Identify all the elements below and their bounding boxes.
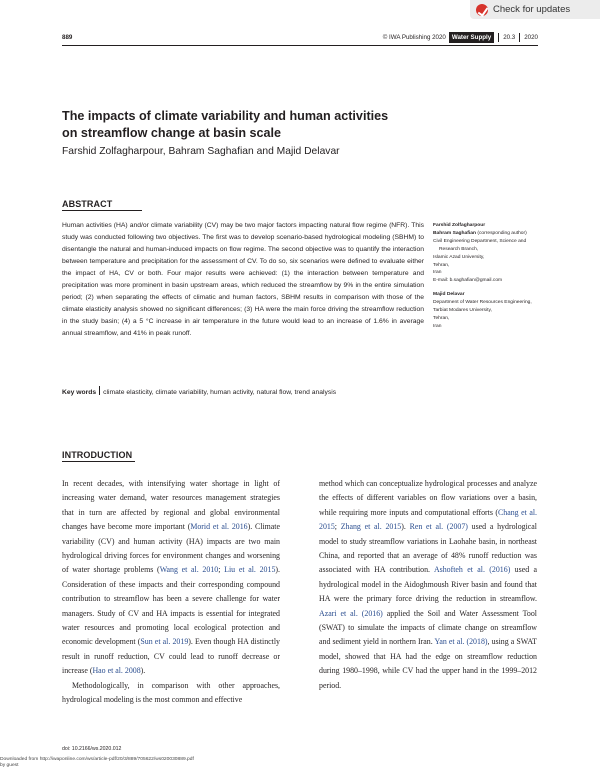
affiliation-email: E-mail: b.saghafian@gmail.com — [433, 278, 503, 284]
paragraph — [62, 477, 280, 679]
title-line-1: The impacts of climate variability and human activities — [62, 109, 389, 123]
copyright-text: © IWA Publishing 2020 — [382, 34, 446, 41]
text-run: ). — [140, 666, 146, 676]
download-line: Downloaded from http://iwaponline.com/ws/article-pdf/20/3/889/705622/ws020030889.pdf — [0, 757, 194, 762]
citation-link[interactable]: Liu et al. 2015 — [224, 565, 276, 575]
keywords — [62, 386, 424, 396]
citation-link[interactable]: Ashofteh et al. (2016) — [433, 565, 511, 575]
download-notice — [0, 757, 194, 769]
article-title — [62, 108, 492, 142]
affiliation-author-2: Bahram Saghafian — [433, 230, 476, 236]
text-run: used a hydrological model to study streamflow variations in Laohahe basin, in northeast China, and reported that an average of 48% runoff reduction was associated with HA contribution. — [319, 522, 537, 575]
author-list: Farshid Zolfagharpour, Bahram Saghafian and Majid Delavar — [62, 146, 340, 157]
affiliation-line: Iran — [433, 270, 442, 276]
body-column-right — [319, 477, 537, 693]
corresponding-note: (corresponding author) — [477, 230, 527, 236]
header-rule — [62, 45, 538, 46]
introduction-heading: INTRODUCTION — [62, 450, 133, 460]
introduction-heading-rule — [62, 461, 135, 462]
text-run: ). Even though HA distinctly result in runoff reduction, CV could lead to runoff decrease or increase ( — [62, 637, 280, 676]
affiliation-line: Tehran, — [433, 315, 450, 321]
text-run: method which can conceptualize hydrological processes and analyze the effects of different variables on flow variations over a basin, while requiring more inputs and computational efforts ( — [319, 479, 537, 517]
text-run: , using a SWAT model, showed that HA had the edge on streamflow reduction during 1980–1998, while CV had the upper hand in the 1999–2012 period. — [319, 637, 537, 690]
affiliation-author-2-line — [433, 230, 553, 238]
citation-link[interactable]: Yan et al. (2018) — [434, 637, 488, 647]
header-separator — [519, 33, 520, 42]
journal-volume: 20.3 — [503, 34, 516, 41]
text-run: ). Consideration of these impacts and their corresponding compound contribution to streamflow has been a severe challenge for water managers. Study of CV and HA impacts is essential for integrated water resources and promoting local ecological protection and economic development ( — [62, 565, 281, 647]
running-header — [62, 32, 538, 44]
keywords-separator — [99, 386, 100, 395]
text-run: ; — [334, 522, 341, 532]
text-run: ). — [401, 522, 410, 532]
citation-link[interactable]: Azari et al. (2016) — [319, 608, 383, 618]
check-updates-icon — [476, 4, 488, 16]
affiliation-line: Islamic Azad University, — [433, 254, 485, 260]
text-run: In recent decades, with intensifying water shortage in light of increasing water demand, water resources management strategies that in turn are affected by regional and global environmental changes have become more important ( — [62, 479, 280, 532]
affiliation-line: Iran — [433, 323, 442, 329]
affiliations — [433, 222, 553, 331]
doi: doi: 10.2166/ws.2020.012 — [62, 746, 122, 752]
text-run: Methodologically, in comparison with other approaches, hydrological modeling is the most common and effective — [62, 680, 280, 705]
citation-link[interactable]: Hao et al. 2008 — [92, 666, 141, 676]
citation-link[interactable]: Morid et al. 2016 — [190, 522, 248, 532]
affiliation-line: Research Branch, — [439, 246, 479, 252]
affiliation-author-1: Farshid Zolfagharpour — [433, 223, 486, 228]
page-number: 889 — [62, 34, 73, 41]
citation-link[interactable]: Ren et al. (2007) — [409, 522, 468, 532]
citation-link[interactable]: Chang et al. 2015 — [319, 507, 537, 532]
text-run: applied the Soil and Water Assessment Tool (SWAT) to simulate the impacts of climate change on streamflow and sediment yield in northern Iran. — [319, 608, 537, 647]
paragraph — [319, 477, 537, 693]
affiliation-line: Tarbiat Modares University, — [433, 308, 492, 314]
keywords-label: Key words — [62, 389, 97, 396]
check-for-updates-label: Check for updates — [493, 4, 571, 15]
body-column-left — [62, 477, 280, 708]
text-run: ; — [218, 565, 225, 575]
download-line: by guest — [0, 763, 19, 768]
affiliation-author-3: Majid Delavar — [433, 292, 465, 298]
journal-info — [383, 32, 538, 43]
affiliation-line: Tehran, — [433, 262, 450, 268]
text-run: ). Climate variability (CV) and human activity (HA) impacts are two main hydrological driving forces for environment changes and worsening of water shortage problems ( — [62, 522, 280, 575]
citation-link[interactable]: Zhang et al. 2015 — [340, 522, 402, 532]
paragraph — [62, 679, 280, 708]
affiliation-line: Department of Water Resources Engineering, — [433, 300, 532, 306]
abstract-heading-rule — [62, 210, 142, 211]
keywords-list: climate elasticity, climate variability, human activity, natural flow, trend analysis — [103, 389, 337, 396]
check-for-updates-badge[interactable] — [470, 0, 600, 19]
journal-name: Water Supply — [449, 32, 494, 43]
citation-link[interactable]: Wang et al. 2010 — [159, 565, 219, 575]
citation-link[interactable]: Sun et al. 2019 — [140, 637, 189, 647]
text-run: used a hydrological model in the Aidoghmoush River basin and found that HA were the primary force driving the reduction in streamflow. — [319, 565, 537, 604]
title-line-2: on streamflow change at basin scale — [62, 126, 282, 140]
affiliation-line: Civil Engineering Department, Science and — [433, 238, 527, 244]
abstract-heading: ABSTRACT — [62, 199, 113, 209]
abstract-text: Human activities (HA) and/or climate variability (CV) may be two major factors impacting natural flow regime (NFR). This study was conducted following two objectives. The first was to develop scenario-based hydrological modeling (SBHM) to disentangle the natural and human-induced impacts on flow regime. The second objective was to quantify the interaction between temperature and precipitation for the assessment of CV. To do so, six scenarios were defined to evaluate either the impact of HA, CV or both. Four major results were achieved: (1) the interaction between temperature and precipitation was more prominent in basin upstream areas, which reduced the streamflow by 9% in the entire simulation period; (2) when separating the effects of climatic and human factors, SBHM results in comparison with those of the climate elasticity analysis showed no significant differences; (3) HA were the main force driving the streamflow reduction in the study basin; (4) a 5 °C increase in air temperature in the future would lead to an increase of 1.6% in average annual streamflow, and 41% in peak runoff. — [62, 222, 424, 338]
journal-year: 2020 — [524, 34, 538, 41]
header-separator — [498, 33, 499, 42]
